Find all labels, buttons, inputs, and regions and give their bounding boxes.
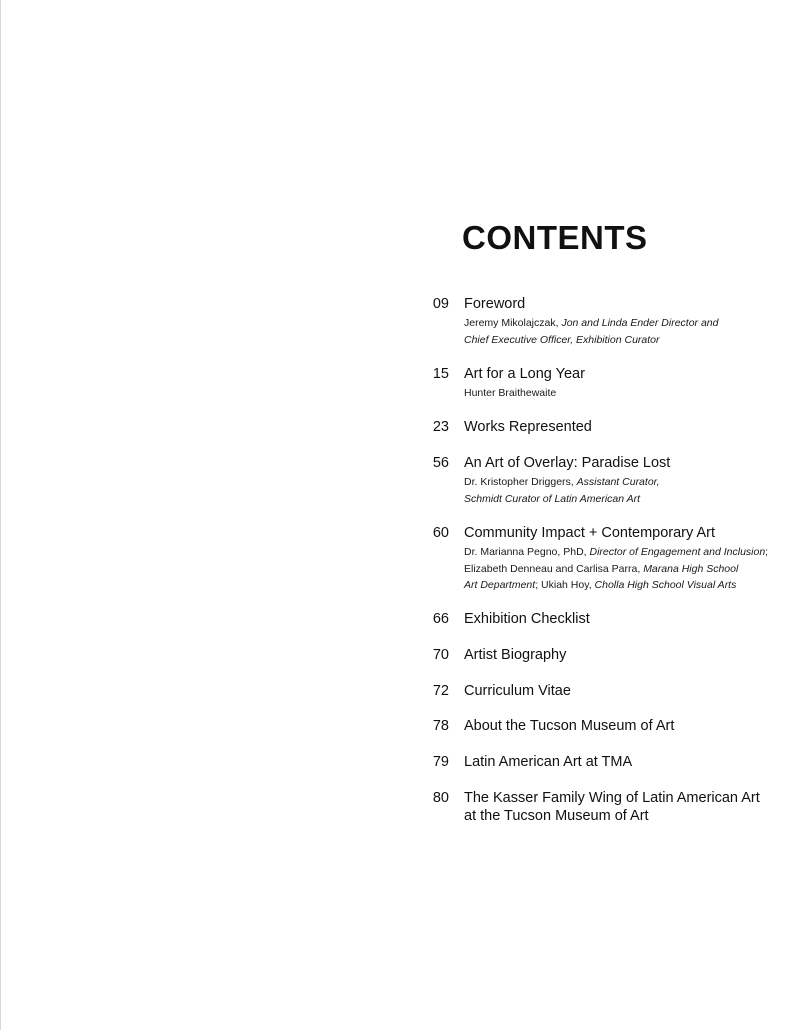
- toc-page-number: 70: [432, 647, 449, 663]
- toc-entry-title: Curriculum Vitae: [464, 683, 571, 699]
- credit-name: ; Ukiah Hoy,: [535, 579, 595, 591]
- toc-page-number: 56: [432, 455, 449, 471]
- credit-role: Chief Executive Officer, Exhibition Curator: [464, 333, 660, 346]
- credit-role: Art Department: [464, 579, 536, 591]
- toc-entry-body: [464, 789, 799, 825]
- credit-name: Elizabeth Denneau and Carlisa Parra,: [464, 562, 644, 575]
- credit-name: ;: [765, 546, 769, 558]
- toc-entry-title: About the Tucson Museum of Art: [464, 718, 675, 734]
- toc-entry-credit: [464, 577, 799, 594]
- toc-page-number: 79: [432, 754, 449, 770]
- toc-entry-title: Exhibition Checklist: [464, 611, 590, 627]
- toc-entry-title: Latin American Art at TMA: [464, 754, 633, 770]
- toc-page-number: 23: [432, 419, 449, 435]
- toc-page-number: 78: [432, 718, 449, 734]
- toc-entry-credit: [464, 385, 799, 402]
- toc-page-number: 09: [432, 296, 449, 312]
- toc-entry-title: An Art of Overlay: Paradise Lost: [464, 455, 671, 471]
- toc-entry-body: [464, 682, 799, 700]
- toc-entry-title: The Kasser Family Wing of Latin American Art: [464, 790, 760, 806]
- toc-page-number: 60: [432, 525, 449, 541]
- toc-entry-body: [464, 365, 799, 402]
- credit-name: Dr. Kristopher Driggers,: [464, 476, 577, 488]
- toc-page-number: 72: [432, 683, 449, 699]
- toc-entry-credit: [464, 491, 799, 508]
- toc-page-number: 15: [432, 366, 449, 382]
- credit-role: Schmidt Curator of Latin American Art: [464, 492, 641, 505]
- toc-entry-body: [464, 717, 799, 735]
- credit-role: Jon and Linda Ender Director and: [561, 317, 719, 329]
- toc-entry-title: Community Impact + Contemporary Art: [464, 525, 716, 541]
- credit-role: Marana High School: [643, 562, 739, 575]
- toc-entry-title: Foreword: [464, 296, 526, 312]
- toc-entry-credit: [464, 315, 799, 332]
- toc-entry-credit: [464, 561, 799, 578]
- credit-role: Director of Engagement and Inclusion: [589, 546, 766, 558]
- toc-entry-credit: [464, 474, 799, 491]
- credit-name: Dr. Marianna Pegno, PhD,: [464, 546, 590, 558]
- toc-entry-body: [464, 454, 799, 507]
- toc-entry-body: [464, 524, 799, 594]
- toc-entry-title: at the Tucson Museum of Art: [464, 808, 649, 824]
- toc-entry-credit: [464, 332, 799, 349]
- credit-name: Jeremy Mikolajczak,: [464, 317, 562, 329]
- toc-entry-body: [464, 418, 799, 436]
- credit-role: Cholla High School Visual Arts: [594, 579, 737, 591]
- credit-name: Hunter Braithewaite: [464, 387, 557, 399]
- toc-entry-title: Works Represented: [464, 419, 592, 435]
- page-title: CONTENTS: [462, 219, 648, 256]
- toc-entry-body: [464, 753, 799, 771]
- toc-page-number: 80: [432, 790, 449, 806]
- toc-page-number: 66: [432, 611, 449, 627]
- credit-role: Assistant Curator,: [576, 476, 660, 488]
- toc-entry-credit: [464, 544, 799, 561]
- toc-entry-body: [464, 646, 799, 664]
- toc-entry-title: Art for a Long Year: [464, 366, 585, 382]
- toc-entry-body: [464, 610, 799, 628]
- toc-entry-body: [464, 295, 799, 348]
- toc-entry-title: Artist Biography: [464, 647, 567, 663]
